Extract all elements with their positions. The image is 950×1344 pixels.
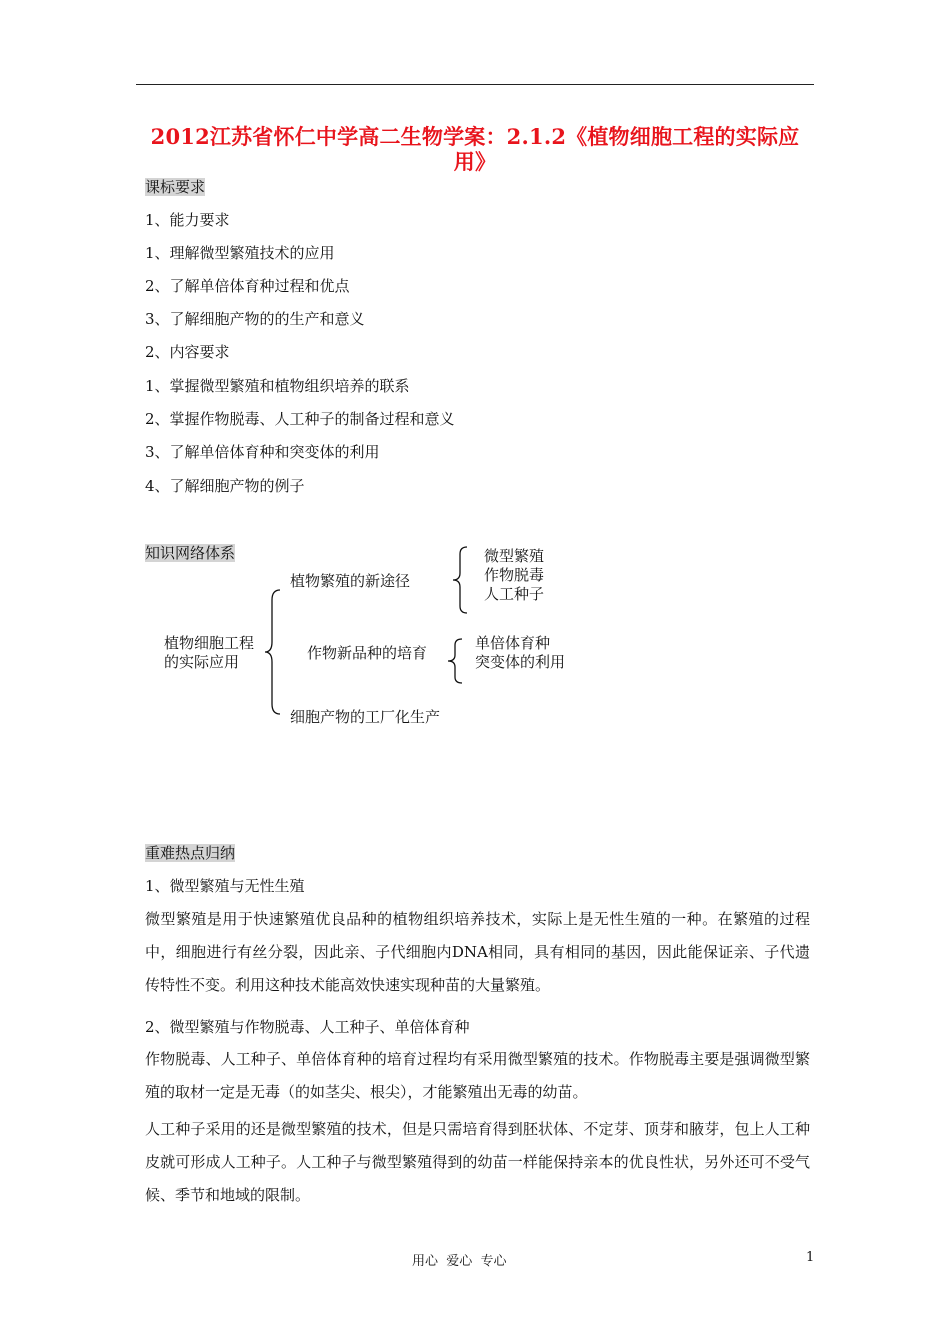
diagram-leaf: 突变体的利用 [475,653,566,671]
list-item: 4、了解细胞产物的例子 [145,477,305,495]
diagram-root-line1: 植物细胞工程 [164,634,255,652]
footer-slogan: 用心 爱心 专心 [412,1254,507,1269]
subheading: 1、微型繁殖与无性生殖 [145,877,305,895]
document-title: 2012江苏省怀仁中学高二生物学案：2.1.2《植物细胞工程的实际应用》 [150,124,800,174]
paragraph: 人工种子采用的还是微型繁殖的技术，但是只需培育得到胚状体、不定芽、顶芽和腋芽，包上人工种皮就可形成人工种子。人工种子与微型繁殖得到的幼苗一样能保持亲本的优良性状，另外还可不受气候、季节和地域的限制。 [145,1120,810,1204]
page-number: 1 [806,1250,815,1265]
brace-icon [444,637,466,685]
diagram-branch-1: 植物繁殖的新途径 [290,572,411,590]
diagram-branch-3: 细胞产物的工厂化生产 [290,708,441,726]
section-heading-network: 知识网络体系 [145,544,236,562]
list-item: 3、了解单倍体育种和突变体的利用 [145,443,380,461]
diagram-leaf: 微型繁殖 [484,547,545,565]
paragraph: 微型繁殖是用于快速繁殖优良品种的植物组织培养技术，实际上是无性生殖的一种。在繁殖的过程中，细胞进行有丝分裂，因此亲、子代细胞内DNA相同，具有相同的基因，因此能保证亲、子代遗传特性不变。利用这种技术能高效快速实现种苗的大量繁殖。 [145,910,810,994]
diagram-root-line2: 的实际应用 [164,653,240,671]
list-item: 2、了解单倍体育种过程和优点 [145,277,350,295]
section-heading-kebiao: 课标要求 [145,178,206,196]
diagram-leaf: 作物脱毒 [484,566,545,584]
diagram-leaf: 人工种子 [484,585,545,603]
brace-icon [262,588,284,716]
paragraph: 作物脱毒、人工种子、单倍体育种的培育过程均有采用微型繁殖的技术。作物脱毒主要是强调微型繁殖的取材一定是无毒（的如茎尖、根尖），才能繁殖出无毒的幼苗。 [145,1050,810,1101]
subheading: 2、微型繁殖与作物脱毒、人工种子、单倍体育种 [145,1018,470,1036]
brace-icon [449,545,471,615]
diagram-branch-2: 作物新品种的培育 [307,644,428,662]
diagram-leaf: 单倍体育种 [475,634,551,652]
list-item: 1、理解微型繁殖技术的应用 [145,244,335,262]
header-rule [136,84,814,85]
list-item: 2、掌握作物脱毒、人工种子的制备过程和意义 [145,410,455,428]
list-item: 3、了解细胞产物的的生产和意义 [145,310,365,328]
section-heading-zhongnan: 重难热点归纳 [145,844,236,862]
list-item: 1、能力要求 [145,211,230,229]
list-item: 1、掌握微型繁殖和植物组织培养的联系 [145,377,410,395]
list-item: 2、内容要求 [145,343,230,361]
